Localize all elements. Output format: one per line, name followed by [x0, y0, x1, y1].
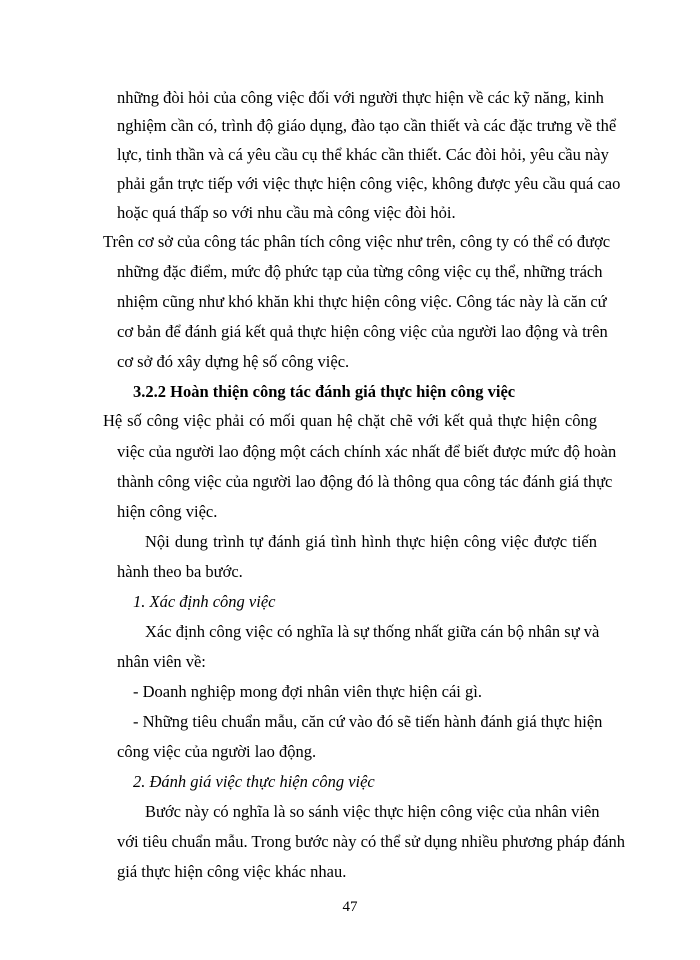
- page-number: 47: [342, 899, 358, 915]
- paragraph-line: Trên cơ sở của công tác phân tích công việc như trên, công ty có thể có được: [103, 232, 611, 251]
- paragraph-line: hoặc quá thấp so với nhu cầu mà công việc đòi hỏi.: [117, 203, 456, 222]
- paragraph-line: Hệ số công việc phải có mối quan hệ chặt chẽ với kết quả thực hiện công: [103, 411, 597, 430]
- bullet-item-continuation: công việc của người lao động.: [117, 742, 317, 761]
- step-title: 2. Đánh giá việc thực hiện công việc: [133, 772, 375, 791]
- paragraph-line: nhân viên về:: [117, 652, 206, 671]
- paragraph-line: phải gắn trực tiếp với việc thực hiện công việc, không được yêu cầu quá cao: [117, 174, 621, 193]
- paragraph-line: thành công việc của người lao động đó là thông qua công tác đánh giá thực: [117, 472, 613, 491]
- paragraph-line: cơ bản để đánh giá kết quả thực hiện công việc của người lao động và trên: [117, 322, 608, 341]
- paragraph-line: những đặc điểm, mức độ phức tạp của từng công việc cụ thể, những trách: [117, 262, 603, 281]
- paragraph-line: với tiêu chuẩn mẫu. Trong bước này có thể sử dụng nhiều phương pháp đánh: [117, 832, 626, 851]
- paragraph-line: Xác định công việc có nghĩa là sự thống nhất giữa cán bộ nhân sự và: [145, 622, 600, 641]
- paragraph-line: nhiệm cũng như khó khăn khi thực hiện công việc. Công tác này là căn cứ: [117, 292, 607, 311]
- bullet-item: - Những tiêu chuẩn mẫu, căn cứ vào đó sẽ tiến hành đánh giá thực hiện: [133, 712, 603, 731]
- paragraph-line: hiện công việc.: [117, 502, 218, 521]
- step-title: 1. Xác định công việc: [133, 592, 276, 611]
- paragraph-line: việc của người lao động một cách chính xác nhất để biết được mức độ hoàn: [117, 442, 617, 461]
- paragraph-line: cơ sở đó xây dựng hệ số công việc.: [117, 352, 350, 371]
- paragraph-line: hành theo ba bước.: [117, 562, 243, 581]
- paragraph-line: Nội dung trình tự đánh giá tình hình thực hiện công việc được tiến: [145, 532, 597, 551]
- paragraph-line: Bước này có nghĩa là so sánh việc thực hiện công việc của nhân viên: [145, 802, 600, 821]
- section-heading: 3.2.2 Hoàn thiện công tác đánh giá thực hiện công việc: [133, 382, 516, 401]
- paragraph-line: những đòi hỏi của công việc đối với người thực hiện về các kỹ năng, kinh: [117, 88, 604, 107]
- paragraph-line: giá thực hiện công việc khác nhau.: [117, 862, 347, 881]
- paragraph-line: nghiệm cần có, trình độ giáo dụng, đào tạo cần thiết và các đặc trưng về thể: [117, 116, 617, 135]
- paragraph-line: lực, tinh thần và cá yêu cầu cụ thể khác cần thiết. Các đòi hỏi, yêu cầu này: [117, 145, 609, 164]
- bullet-item: - Doanh nghiệp mong đợi nhân viên thực hiện cái gì.: [133, 682, 482, 701]
